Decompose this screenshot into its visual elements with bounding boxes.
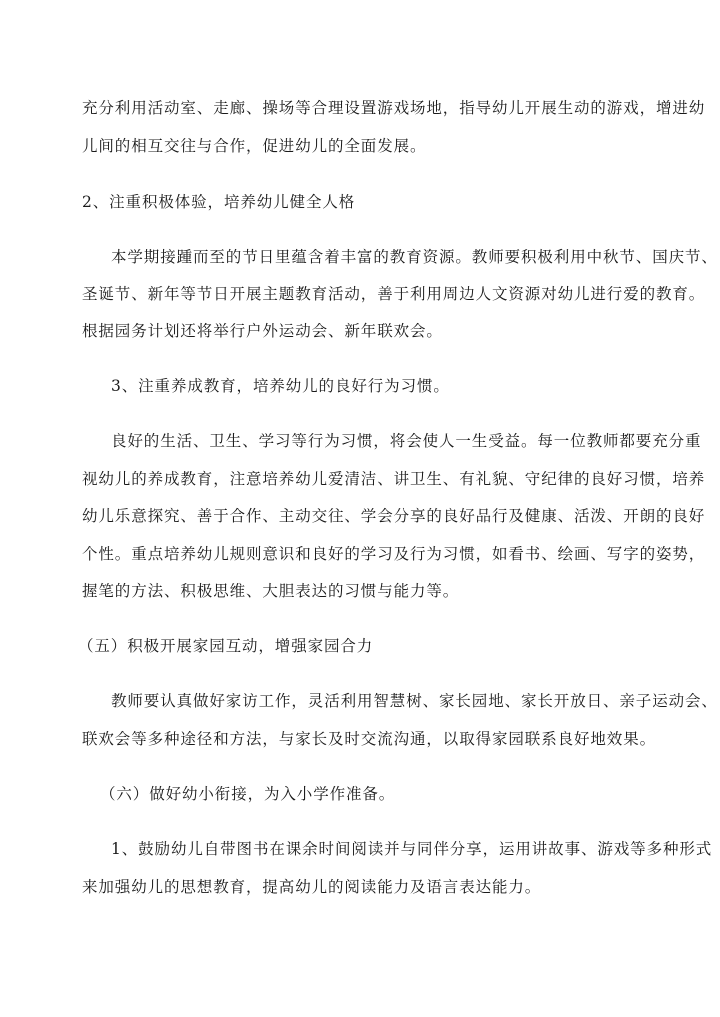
paragraph-line: 1、鼓励幼儿自带图书在课余时间阅读并与同伴分享，运用讲故事、游戏等多种形式	[111, 840, 713, 858]
paragraph-line: 本学期接踵而至的节日里蕴含着丰富的教育资源。教师要积极利用中秋节、国庆节、	[111, 248, 718, 266]
paragraph-line: 握笔的方法、积极思维、大胆表达的习惯与能力等。	[82, 582, 460, 600]
section-heading: （六）做好幼小衔接，为入小学作准备。	[100, 785, 396, 803]
paragraph-line: 根据园务计划还将举行户外运动会、新年联欢会。	[82, 322, 443, 340]
paragraph-line: 圣诞节、新年等节日开展主题教育活动，善于利用周边人文资源对幼儿进行爱的教育。	[82, 285, 706, 303]
section-heading: 2、注重积极体验，培养幼儿健全人格	[82, 193, 356, 211]
paragraph-line: 充分利用活动室、走廊、操场等合理设置游戏场地，指导幼儿开展生动的游戏，增进幼	[82, 99, 706, 117]
section-heading: 3、注重养成教育，培养幼儿的良好行为习惯。	[111, 377, 450, 395]
paragraph-line: 视幼儿的养成教育，注意培养幼儿爱清洁、讲卫生、有礼貌、守纪律的良好习惯，培养	[82, 470, 706, 488]
section-heading: （五）积极开展家园互动，增强家园合力	[78, 637, 374, 655]
paragraph-line: 幼儿乐意探究、善于合作、主动交往、学会分享的良好品行及健康、活泼、开朗的良好	[82, 507, 706, 525]
paragraph-line: 来加强幼儿的思想教育，提高幼儿的阅读能力及语言表达能力。	[82, 878, 542, 896]
paragraph-line: 联欢会等多种途径和方法，与家长及时交流沟通，以取得家园联系良好地效果。	[82, 730, 657, 748]
paragraph-line: 个性。重点培养幼儿规则意识和良好的学习及行为习惯，如看书、绘画、写字的姿势，	[82, 545, 706, 563]
paragraph-line: 教师要认真做好家访工作，灵活利用智慧树、家长园地、家长开放日、亲子运动会、	[111, 692, 718, 710]
paragraph-line: 儿间的相互交往与合作，促进幼儿的全面发展。	[82, 137, 427, 155]
paragraph-line: 良好的生活、卫生、学习等行为习惯，将会使人一生受益。每一位教师都要充分重	[111, 432, 702, 450]
